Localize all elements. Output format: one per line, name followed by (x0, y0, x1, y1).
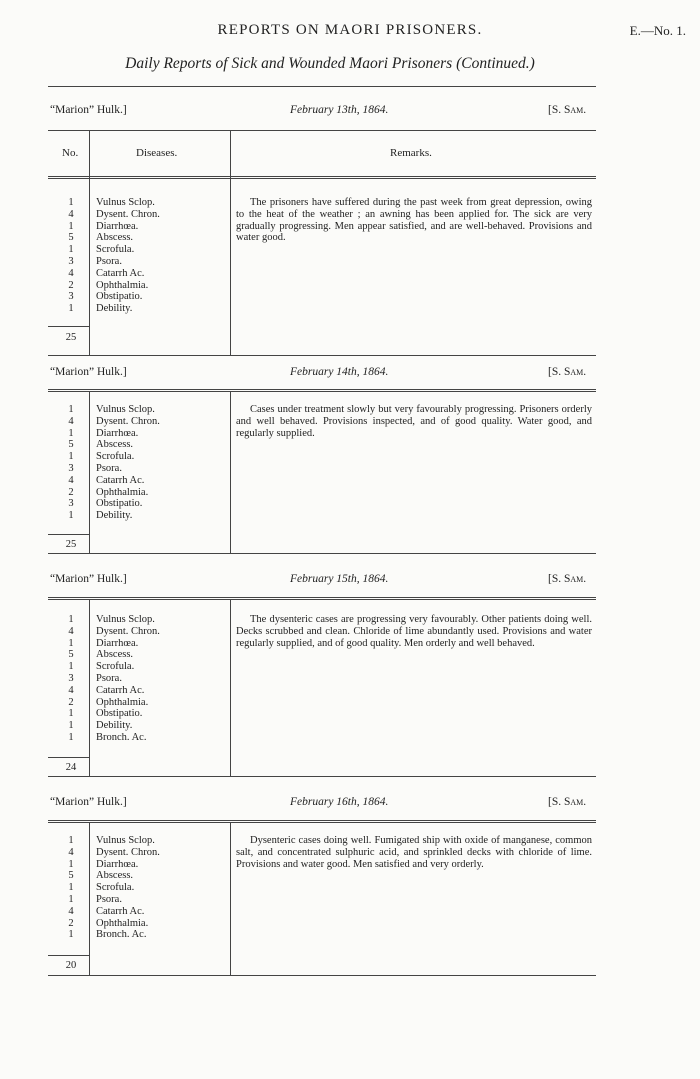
disease-name: Catarrh Ac. (96, 684, 145, 696)
case-count-list (58, 835, 84, 941)
report-header (0, 362, 700, 384)
disease-name: Psora. (96, 672, 122, 684)
disease-name: Dysent. Chron. (96, 625, 160, 637)
case-count: 1 (68, 929, 74, 941)
report-header (0, 569, 700, 591)
report-bottom-rule (48, 776, 596, 777)
disease-name: Scrofula. (96, 244, 135, 256)
column-divider (89, 392, 90, 553)
total-rule (48, 757, 89, 758)
ship-name: “Marion” Hulk.] (50, 796, 127, 808)
disease-name: Scrofula. (96, 661, 135, 673)
case-count: 1 (68, 893, 74, 905)
disease-list (96, 404, 226, 522)
remarks-text: Cases under treatment slowly but very favourably progressing. Prisoners orderly and well behaved. Provisions inspected, and of good quality. Water good, and regularly supplied. (236, 404, 592, 439)
disease-name: Obstipatio. (96, 708, 143, 720)
column-divider (89, 131, 90, 356)
top-rule (48, 86, 596, 87)
case-count: 3 (68, 291, 74, 303)
case-count: 5 (68, 649, 74, 661)
report-date: February 16th, 1864. (290, 796, 389, 808)
daily-report (0, 792, 700, 814)
page-title: REPORTS ON MAORI PRISONERS. (217, 22, 483, 38)
remarks-text: The dysenteric cases are progressing very favourably. Other patients doing well. Decks scrubbed and clean. Chloride of lime abundantly used. Provisions and water regularly supplied, and of good quality. Men orderly and well behaved. (236, 614, 592, 649)
disease-name: Vulnus Sclop. (96, 614, 155, 625)
case-count: 1 (68, 427, 74, 439)
case-total: 25 (65, 332, 77, 343)
case-total: 24 (65, 762, 77, 773)
case-count-list (58, 404, 84, 522)
table-top-rule (48, 130, 596, 131)
page-reference: E.—No. 1. (629, 23, 686, 38)
case-count: 3 (68, 672, 74, 684)
disease-name: Abscess. (96, 649, 134, 661)
disease-name: Scrofula. (96, 882, 135, 894)
report-header (0, 100, 700, 122)
case-count: 3 (68, 255, 74, 267)
case-count: 4 (68, 846, 74, 858)
disease-name: Debility. (96, 720, 133, 732)
disease-name: Debility. (96, 303, 133, 315)
case-count: 4 (68, 905, 74, 917)
case-count: 1 (68, 637, 74, 649)
disease-name: Catarrh Ac. (96, 474, 145, 486)
total-rule (48, 326, 89, 327)
surgeon-signature: [S. Sam. (548, 573, 587, 585)
case-count: 1 (68, 661, 74, 673)
disease-name: Obstipatio. (96, 498, 143, 510)
report-date: February 13th, 1864. (290, 104, 389, 116)
remarks-text: The prisoners have suffered during the past week from great depression, owing to the heat of the weather ; an awning has been applied for. The sick are very gradually progressing. Men appear satisfied, and are well-behaved. Provisions and water good. (236, 197, 592, 244)
report-date: February 14th, 1864. (290, 366, 389, 378)
case-count-list (58, 614, 84, 744)
case-count: 2 (68, 696, 74, 708)
disease-name: Abscess. (96, 870, 134, 882)
surgeon-signature: [S. Sam. (548, 104, 587, 116)
daily-report (0, 569, 700, 591)
daily-report (0, 362, 700, 384)
disease-name: Vulnus Sclop. (96, 404, 155, 415)
report-header (0, 792, 700, 814)
disease-name: Abscess. (96, 439, 134, 451)
ship-name: “Marion” Hulk.] (50, 573, 127, 585)
ship-name: “Marion” Hulk.] (50, 366, 127, 378)
case-count: 1 (68, 220, 74, 232)
disease-name: Psora. (96, 255, 122, 267)
ship-name: “Marion” Hulk.] (50, 104, 127, 116)
disease-list (96, 614, 226, 744)
remarks-text: Dysenteric cases doing well. Fumigated ship with oxide of manganese, common salt, and concentrated sulphuric acid, and sprinkled decks with chloride of lime. Provisions and water good. Men satisfied and very orderly. (236, 835, 592, 870)
case-count: 2 (68, 279, 74, 291)
case-count: 1 (68, 731, 74, 743)
disease-name: Obstipatio. (96, 291, 143, 303)
disease-name: Ophthalmia. (96, 917, 149, 929)
disease-name: Scrofula. (96, 451, 135, 463)
disease-name: Ophthalmia. (96, 279, 149, 291)
case-count: 1 (68, 614, 74, 625)
header-rule (48, 597, 596, 600)
case-total: 25 (65, 539, 77, 550)
column-divider (230, 392, 231, 553)
report-bottom-rule (48, 553, 596, 554)
disease-name: Diarrhœa. (96, 858, 139, 870)
column-divider (230, 600, 231, 776)
report-date: February 15th, 1864. (290, 573, 389, 585)
case-count: 1 (68, 720, 74, 732)
column-divider (230, 131, 231, 356)
column-header-remarks: Remarks. (390, 147, 432, 159)
report-bottom-rule (48, 355, 596, 356)
report-bottom-rule (48, 975, 596, 976)
disease-name: Dysent. Chron. (96, 415, 160, 427)
surgeon-signature: [S. Sam. (548, 796, 587, 808)
disease-name: Diarrhœa. (96, 637, 139, 649)
case-count: 4 (68, 474, 74, 486)
case-count: 1 (68, 510, 74, 522)
case-count: 1 (68, 197, 74, 208)
header-rule (48, 176, 596, 179)
case-count: 5 (68, 439, 74, 451)
disease-name: Vulnus Sclop. (96, 197, 155, 208)
case-count: 1 (68, 858, 74, 870)
header-rule (48, 820, 596, 823)
case-count: 4 (68, 415, 74, 427)
column-header-diseases: Diseases. (136, 147, 178, 159)
daily-report (0, 100, 700, 122)
case-count: 1 (68, 404, 74, 415)
case-total: 20 (65, 960, 77, 971)
disease-list (96, 197, 226, 315)
column-divider (89, 823, 90, 975)
disease-name: Abscess. (96, 232, 134, 244)
case-count: 4 (68, 267, 74, 279)
disease-name: Catarrh Ac. (96, 905, 145, 917)
case-count: 2 (68, 486, 74, 498)
disease-name: Ophthalmia. (96, 486, 149, 498)
disease-name: Ophthalmia. (96, 696, 149, 708)
page-subtitle: Daily Reports of Sick and Wounded Maori Prisoners (Continued.) (125, 55, 535, 72)
disease-name: Psora. (96, 893, 122, 905)
disease-name: Bronch. Ac. (96, 731, 147, 743)
case-count: 2 (68, 917, 74, 929)
disease-name: Bronch. Ac. (96, 929, 147, 941)
case-count: 3 (68, 498, 74, 510)
case-count: 4 (68, 684, 74, 696)
disease-name: Vulnus Sclop. (96, 835, 155, 846)
total-rule (48, 534, 89, 535)
case-count: 5 (68, 870, 74, 882)
case-count: 1 (68, 708, 74, 720)
case-count: 1 (68, 303, 74, 315)
case-count: 3 (68, 462, 74, 474)
disease-name: Diarrhœa. (96, 220, 139, 232)
case-count: 1 (68, 882, 74, 894)
disease-list (96, 835, 226, 941)
case-count: 1 (68, 244, 74, 256)
surgeon-signature: [S. Sam. (548, 366, 587, 378)
case-count: 1 (68, 451, 74, 463)
case-count: 4 (68, 208, 74, 220)
disease-name: Dysent. Chron. (96, 846, 160, 858)
disease-name: Dysent. Chron. (96, 208, 160, 220)
disease-name: Debility. (96, 510, 133, 522)
total-rule (48, 955, 89, 956)
disease-name: Catarrh Ac. (96, 267, 145, 279)
column-divider (230, 823, 231, 975)
column-divider (89, 600, 90, 776)
case-count: 4 (68, 625, 74, 637)
column-header-no: No. (62, 147, 79, 159)
disease-name: Diarrhœa. (96, 427, 139, 439)
disease-name: Psora. (96, 462, 122, 474)
header-rule (48, 389, 596, 392)
case-count-list (58, 197, 84, 315)
case-count: 1 (68, 835, 74, 846)
case-count: 5 (68, 232, 74, 244)
